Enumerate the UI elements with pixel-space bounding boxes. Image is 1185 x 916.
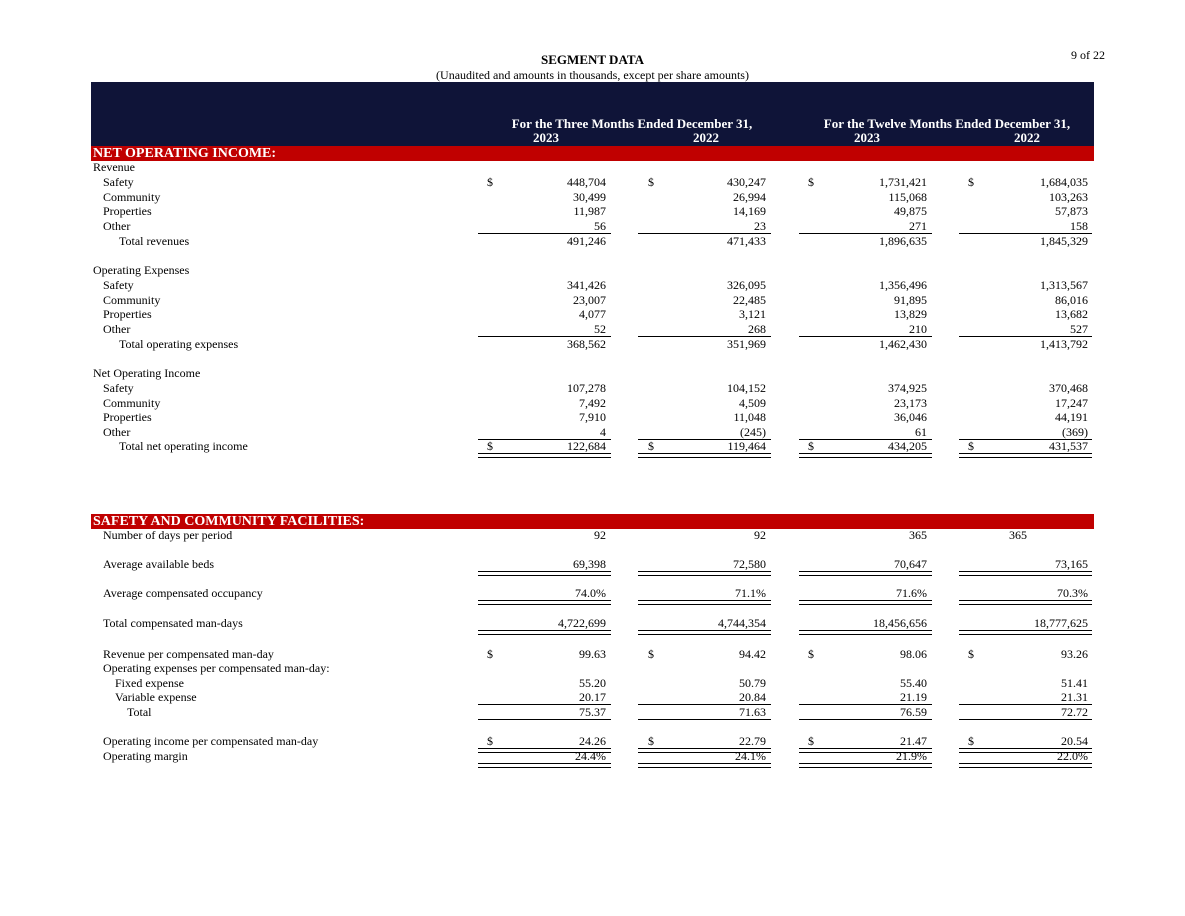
cell-y2023: 76.59 [900, 705, 927, 719]
underline [478, 719, 611, 720]
row-label: Community [103, 293, 161, 307]
table-row [91, 616, 1094, 631]
double-underline [638, 600, 771, 605]
dollar-sign: $ [648, 647, 654, 661]
table-row [91, 410, 1094, 425]
cell-y2023: 18,456,656 [873, 616, 927, 630]
cell-y2022: 1,845,329 [1040, 234, 1088, 248]
cell-y2022: 370,468 [1049, 381, 1088, 395]
cell-y2022: 365 [1009, 528, 1027, 542]
table-row [91, 307, 1094, 322]
dollar-sign: $ [487, 647, 493, 661]
cell-q2023: 368,562 [567, 337, 606, 351]
double-underline [638, 630, 771, 635]
row-heading [91, 160, 1094, 175]
cell-q2022: 26,994 [733, 190, 766, 204]
cell-q2023: 107,278 [567, 381, 606, 395]
dollar-sign: $ [808, 647, 814, 661]
table-row [91, 425, 1094, 440]
header-year-q-2023: 2023 [533, 130, 559, 145]
cell-q2023: 75.37 [579, 705, 606, 719]
cell-q2023: 69,398 [573, 557, 606, 571]
cell-y2023: 21.47 [900, 734, 927, 748]
cell-q2022: 22.79 [739, 734, 766, 748]
header-year-q-2022: 2022 [693, 130, 719, 145]
row-heading [91, 661, 1094, 676]
dollar-sign: $ [808, 734, 814, 748]
row-label: Operating Expenses [93, 263, 190, 277]
table-row [91, 528, 1094, 543]
cell-q2023: 24.4% [575, 749, 606, 763]
double-underline [959, 571, 1092, 576]
cell-y2023: 70,647 [894, 557, 927, 571]
cell-q2023: 341,426 [567, 278, 606, 292]
row-label: Other [103, 425, 131, 439]
cell-y2022: 93.26 [1061, 647, 1088, 661]
table-row [91, 690, 1094, 705]
cell-y2022: 70.3% [1057, 586, 1088, 600]
page-number: 9 of 22 [1071, 48, 1105, 62]
dollar-sign: $ [487, 175, 493, 189]
underline [638, 719, 771, 720]
cell-q2023: 23,007 [573, 293, 606, 307]
cell-y2022: 18,777,625 [1034, 616, 1088, 630]
cell-y2022: 1,313,567 [1040, 278, 1088, 292]
row-heading [91, 366, 1094, 381]
cell-y2022: 44,191 [1055, 410, 1088, 424]
cell-q2022: 94.42 [739, 647, 766, 661]
table-row [91, 586, 1094, 601]
row-label: Properties [103, 410, 152, 424]
cell-q2022: 23 [754, 219, 766, 233]
header-twelve-months: For the Twelve Months Ended December 31, [823, 116, 1071, 131]
table-row [91, 381, 1094, 396]
cell-q2022: 92 [754, 528, 766, 542]
table-row [91, 734, 1094, 749]
cell-q2023: 122,684 [567, 439, 606, 453]
cell-q2022: 326,095 [727, 278, 766, 292]
cell-q2023: 99.63 [579, 647, 606, 661]
cell-q2023: 52 [594, 322, 606, 336]
cell-y2023: 71.6% [896, 586, 927, 600]
cell-q2022: 351,969 [727, 337, 766, 351]
double-underline [478, 571, 611, 576]
cell-q2022: 430,247 [727, 175, 766, 189]
row-label: Average available beds [103, 557, 215, 571]
cell-y2023: 36,046 [894, 410, 927, 424]
cell-y2023: 21.19 [900, 690, 927, 704]
header-year-y-2023: 2023 [854, 130, 880, 145]
row-label: Safety [103, 381, 134, 395]
double-underline [478, 630, 611, 635]
cell-y2023: 1,731,421 [879, 175, 927, 189]
cell-q2023: 24.26 [579, 734, 606, 748]
double-underline [638, 453, 771, 458]
cell-y2023: 365 [909, 528, 927, 542]
row-label: Total operating expenses [119, 337, 239, 351]
double-underline [799, 763, 932, 768]
row-label: Number of days per period [103, 528, 233, 542]
page-title: SEGMENT DATA [541, 52, 644, 67]
cell-y2023: 91,895 [894, 293, 927, 307]
cell-q2023: 56 [594, 219, 606, 233]
cell-y2023: 49,875 [894, 204, 927, 218]
cell-q2023: 30,499 [573, 190, 606, 204]
dollar-sign: $ [648, 439, 654, 453]
row-label: Variable expense [115, 690, 197, 704]
header-three-months: For the Three Months Ended December 31, [511, 116, 753, 131]
row-label: Other [103, 219, 131, 233]
dollar-sign: $ [808, 439, 814, 453]
cell-y2023: 55.40 [900, 676, 927, 690]
row-label: Fixed expense [115, 676, 184, 690]
double-underline [959, 630, 1092, 635]
table-row [91, 234, 1094, 249]
cell-y2022: 73,165 [1055, 557, 1088, 571]
cell-y2023: 98.06 [900, 647, 927, 661]
cell-y2022: 20.54 [1061, 734, 1088, 748]
dollar-sign: $ [648, 175, 654, 189]
cell-y2022: 21.31 [1061, 690, 1088, 704]
cell-q2023: 4,722,699 [558, 616, 606, 630]
dollar-sign: $ [487, 439, 493, 453]
row-label: Other [103, 322, 131, 336]
table-row [91, 396, 1094, 411]
double-underline [478, 763, 611, 768]
cell-q2023: 448,704 [567, 175, 606, 189]
double-underline [638, 571, 771, 576]
cell-q2022: (245) [740, 425, 766, 439]
cell-y2022: (369) [1062, 425, 1088, 439]
double-underline [799, 630, 932, 635]
cell-y2023: 21.9% [896, 749, 927, 763]
cell-q2023: 7,910 [579, 410, 606, 424]
dollar-sign: $ [648, 734, 654, 748]
table-row [91, 439, 1094, 454]
cell-y2023: 374,925 [888, 381, 927, 395]
cell-q2022: 20.84 [739, 690, 766, 704]
cell-y2022: 431,537 [1049, 439, 1088, 453]
cell-q2022: 71.1% [735, 586, 766, 600]
cell-q2022: 14,169 [733, 204, 766, 218]
table-row [91, 337, 1094, 352]
dollar-sign: $ [808, 175, 814, 189]
table-row [91, 278, 1094, 293]
row-heading [91, 263, 1094, 278]
cell-y2022: 527 [1070, 322, 1088, 336]
row-label: Net Operating Income [93, 366, 201, 380]
cell-y2022: 17,247 [1055, 396, 1088, 410]
cell-y2023: 115,068 [888, 190, 927, 204]
cell-q2022: 268 [748, 322, 766, 336]
double-underline [799, 600, 932, 605]
double-underline [799, 453, 932, 458]
row-label: Properties [103, 204, 152, 218]
cell-q2023: 491,246 [567, 234, 606, 248]
dollar-sign: $ [968, 175, 974, 189]
table-row [91, 705, 1094, 720]
cell-q2022: 119,464 [727, 439, 766, 453]
dollar-sign: $ [968, 734, 974, 748]
table-row [91, 322, 1094, 337]
cell-y2023: 61 [915, 425, 927, 439]
cell-y2022: 57,873 [1055, 204, 1088, 218]
cell-y2022: 158 [1070, 219, 1088, 233]
cell-q2022: 24.1% [735, 749, 766, 763]
cell-y2023: 271 [909, 219, 927, 233]
table-row [91, 190, 1094, 205]
cell-q2023: 7,492 [579, 396, 606, 410]
cell-y2022: 1,684,035 [1040, 175, 1088, 189]
cell-y2023: 210 [909, 322, 927, 336]
cell-q2023: 55.20 [579, 676, 606, 690]
row-label: Revenue per compensated man-day [103, 647, 274, 661]
cell-q2022: 71.63 [739, 705, 766, 719]
cell-y2022: 22.0% [1057, 749, 1088, 763]
cell-y2022: 103,263 [1049, 190, 1088, 204]
double-underline [959, 600, 1092, 605]
table-row [91, 557, 1094, 572]
double-underline [799, 571, 932, 576]
row-label: Total [127, 705, 152, 719]
row-label: Safety [103, 278, 134, 292]
underline [799, 719, 932, 720]
row-label: Total net operating income [119, 439, 248, 453]
double-underline [638, 763, 771, 768]
net-operating-income-section-title: NET OPERATING INCOME: [91, 146, 1094, 161]
cell-q2023: 92 [594, 528, 606, 542]
page-subtitle: (Unaudited and amounts in thousands, except per share amounts) [436, 68, 749, 82]
cell-q2022: 4,744,354 [718, 616, 766, 630]
facilities-section-title: SAFETY AND COMMUNITY FACILITIES: [91, 514, 1094, 529]
cell-q2022: 3,121 [739, 307, 766, 321]
table-row [91, 219, 1094, 234]
row-label: Safety [103, 175, 134, 189]
cell-y2022: 86,016 [1055, 293, 1088, 307]
cell-q2023: 20.17 [579, 690, 606, 704]
cell-y2022: 1,413,792 [1040, 337, 1088, 351]
table-row [91, 175, 1094, 190]
underline [959, 719, 1092, 720]
cell-q2022: 50.79 [739, 676, 766, 690]
row-label: Operating expenses per compensated man-day: [103, 661, 330, 675]
cell-q2023: 4,077 [579, 307, 606, 321]
row-label: Community [103, 190, 161, 204]
cell-q2023: 11,987 [573, 204, 606, 218]
table-row [91, 676, 1094, 691]
cell-q2022: 4,509 [739, 396, 766, 410]
cell-q2023: 74.0% [575, 586, 606, 600]
cell-q2022: 11,048 [733, 410, 766, 424]
cell-y2023: 1,462,430 [879, 337, 927, 351]
header-year-y-2022: 2022 [1014, 130, 1040, 145]
row-label: Total compensated man-days [103, 616, 243, 630]
cell-y2022: 72.72 [1061, 705, 1088, 719]
cell-y2023: 1,896,635 [879, 234, 927, 248]
cell-y2022: 51.41 [1061, 676, 1088, 690]
cell-y2023: 434,205 [888, 439, 927, 453]
cell-q2022: 471,433 [727, 234, 766, 248]
row-label: Average compensated occupancy [103, 586, 263, 600]
cell-y2023: 23,173 [894, 396, 927, 410]
table-row [91, 204, 1094, 219]
row-label: Properties [103, 307, 152, 321]
cell-y2023: 1,356,496 [879, 278, 927, 292]
cell-q2022: 104,152 [727, 381, 766, 395]
cell-q2022: 72,580 [733, 557, 766, 571]
cell-q2023: 4 [600, 425, 606, 439]
cell-y2023: 13,829 [894, 307, 927, 321]
cell-y2022: 13,682 [1055, 307, 1088, 321]
double-underline [478, 453, 611, 458]
row-label: Operating margin [103, 749, 188, 763]
dollar-sign: $ [968, 439, 974, 453]
table-row [91, 293, 1094, 308]
table-row [91, 749, 1094, 764]
row-label: Operating income per compensated man-day [103, 734, 319, 748]
dollar-sign: $ [487, 734, 493, 748]
double-underline [959, 453, 1092, 458]
row-label: Revenue [93, 160, 135, 174]
cell-q2022: 22,485 [733, 293, 766, 307]
row-label: Community [103, 396, 161, 410]
row-label: Total revenues [119, 234, 190, 248]
double-underline [478, 600, 611, 605]
table-row [91, 647, 1094, 662]
dollar-sign: $ [968, 647, 974, 661]
double-underline [959, 763, 1092, 768]
